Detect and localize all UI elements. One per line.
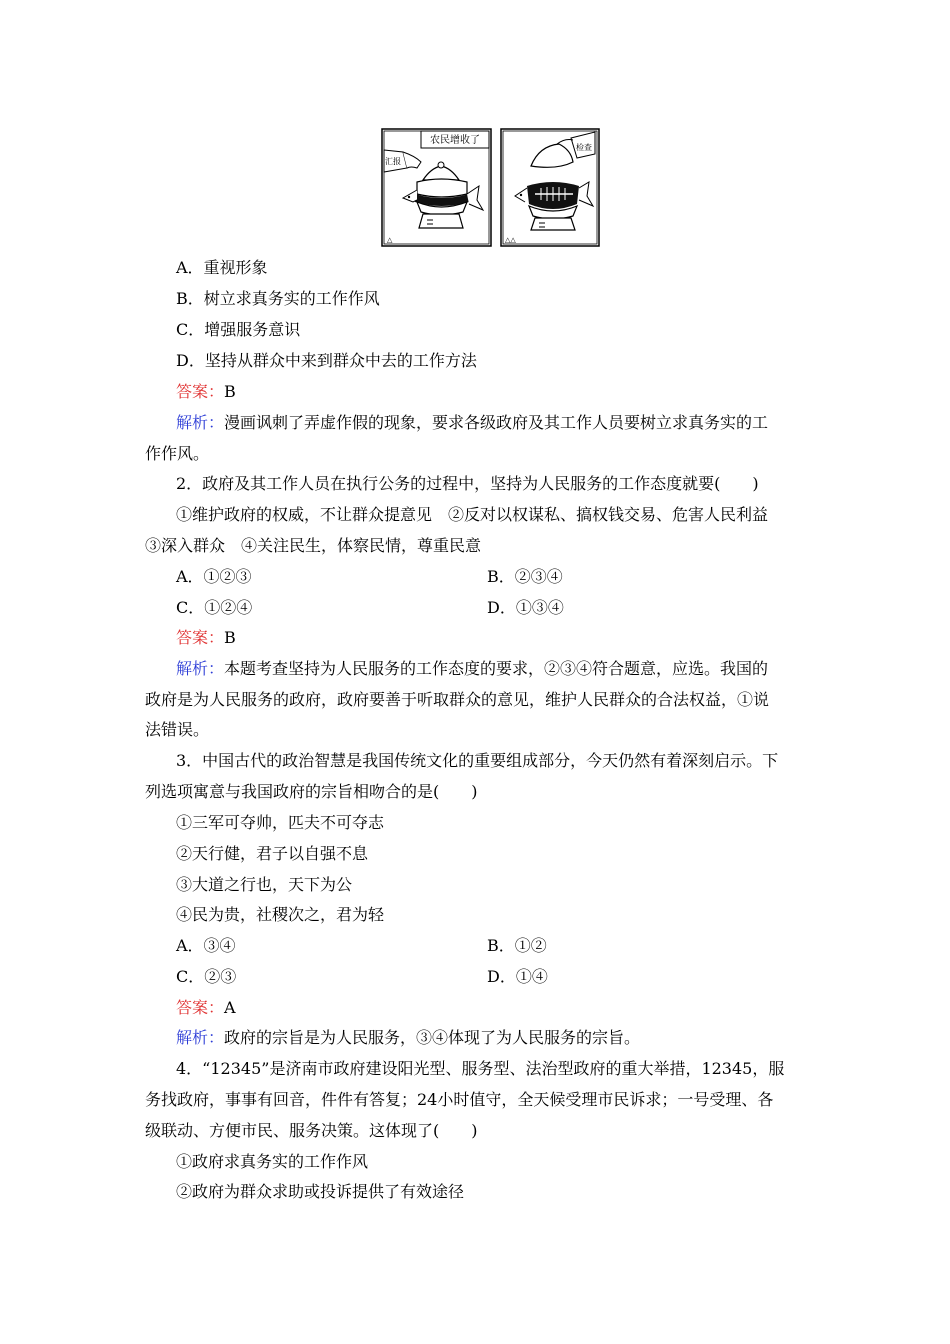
q3-option-b: B．①② bbox=[487, 936, 547, 955]
answer-label: 答案： bbox=[176, 628, 225, 647]
q4-stem-cont-2: 级联动、方便市民、服务决策。这体现了( ) bbox=[145, 1121, 478, 1140]
q2-option-a: A．①②③ bbox=[176, 567, 252, 586]
q1-option-b: B．树立求真务实的工作作风 bbox=[176, 289, 380, 308]
report-tag-text: 汇报 bbox=[385, 157, 401, 166]
q3-item-3: ③大道之行也，天下为公 bbox=[176, 875, 353, 894]
panel-2-mark: △△ bbox=[505, 236, 516, 244]
inspect-tag-text: 检查 bbox=[576, 143, 592, 152]
panel-1-mark: △ bbox=[387, 236, 393, 244]
q3-option-d: D．①④ bbox=[487, 967, 548, 986]
q3-item-4: ④民为贵，社稷次之，君为轻 bbox=[176, 905, 385, 924]
q4-item-2: ②政府为群众求助或投诉提供了有效途径 bbox=[176, 1182, 465, 1201]
q2-items-line-2: ③深入群众 ④关注民生，体察民情，尊重民意 bbox=[145, 536, 482, 555]
q3-stem: 3．中国古代的政治智慧是我国传统文化的重要组成部分，今天仍然有着深刻启示。下 bbox=[176, 751, 779, 770]
q3-option-a: A．③④ bbox=[176, 936, 236, 955]
q3-analysis bbox=[176, 1028, 640, 1048]
q1-option-d: D．坚持从群众中来到群众中去的工作方法 bbox=[176, 351, 477, 370]
q2-stem: 2．政府及其工作人员在执行公务的过程中，坚持为人民服务的工作态度就要( ) bbox=[176, 474, 759, 493]
analysis-label: 解析： bbox=[176, 1028, 225, 1047]
answer-label: 答案： bbox=[176, 382, 225, 401]
q1-analysis bbox=[176, 413, 768, 433]
q3-item-1: ①三军可夺帅，匹夫不可夺志 bbox=[176, 813, 385, 832]
cartoon-panel-2 bbox=[501, 129, 599, 246]
cartoon-illustration bbox=[381, 128, 600, 248]
q1-option-c: C．增强服务意识 bbox=[176, 320, 301, 339]
q2-analysis-cont-1: 政府是为人民服务的政府，政府要善于听取群众的意见，维护人民群众的合法权益，①说 bbox=[145, 690, 770, 709]
q2-option-b: B．②③④ bbox=[487, 567, 563, 586]
answer-value: B bbox=[224, 382, 236, 401]
q2-answer bbox=[176, 628, 236, 648]
q2-option-c: C．①②④ bbox=[176, 598, 253, 617]
q2-items-line-1: ①维护政府的权威，不让群众提意见 ②反对以权谋私、搞权钱交易、危害人民利益 bbox=[176, 505, 769, 524]
q2-option-d: D．①③④ bbox=[487, 598, 564, 617]
q3-item-2: ②天行健，君子以自强不息 bbox=[176, 844, 369, 863]
q1-option-a: A．重视形象 bbox=[176, 258, 268, 277]
analysis-text: 漫画讽刺了弄虚作假的现象，要求各级政府及其工作人员要树立求真务实的工 bbox=[224, 413, 769, 432]
sign-text: 农民增收了 bbox=[430, 135, 480, 146]
analysis-label: 解析： bbox=[176, 659, 225, 678]
answer-label: 答案： bbox=[176, 998, 225, 1017]
q4-stem: 4．“12345”是济南市政府建设阳光型、服务型、法治型政府的重大举措，12345，服 bbox=[176, 1059, 785, 1078]
q4-stem-cont-1: 务找政府，事事有回音，件件有答复；24小时值守，全天候受理市民诉求；一号受理、各 bbox=[145, 1090, 774, 1109]
answer-value: A bbox=[224, 998, 236, 1017]
answer-value: B bbox=[224, 628, 236, 647]
q2-analysis-cont-2: 法错误。 bbox=[145, 720, 210, 739]
analysis-label: 解析： bbox=[176, 413, 225, 432]
q3-stem-cont: 列选项寓意与我国政府的宗旨相吻合的是( ) bbox=[145, 782, 478, 801]
q1-answer bbox=[176, 382, 236, 402]
q4-item-1: ①政府求真务实的工作作风 bbox=[176, 1152, 369, 1171]
q2-analysis bbox=[176, 659, 768, 679]
analysis-text: 政府的宗旨是为人民服务，③④体现了为人民服务的宗旨。 bbox=[224, 1028, 641, 1047]
q3-answer bbox=[176, 998, 236, 1018]
cartoon-panel-1 bbox=[382, 129, 491, 246]
q3-option-c: C．②③ bbox=[176, 967, 237, 986]
q1-analysis-cont: 作作风。 bbox=[145, 444, 210, 463]
analysis-text: 本题考查坚持为人民服务的工作态度的要求，②③④符合题意，应选。我国的 bbox=[224, 659, 769, 678]
